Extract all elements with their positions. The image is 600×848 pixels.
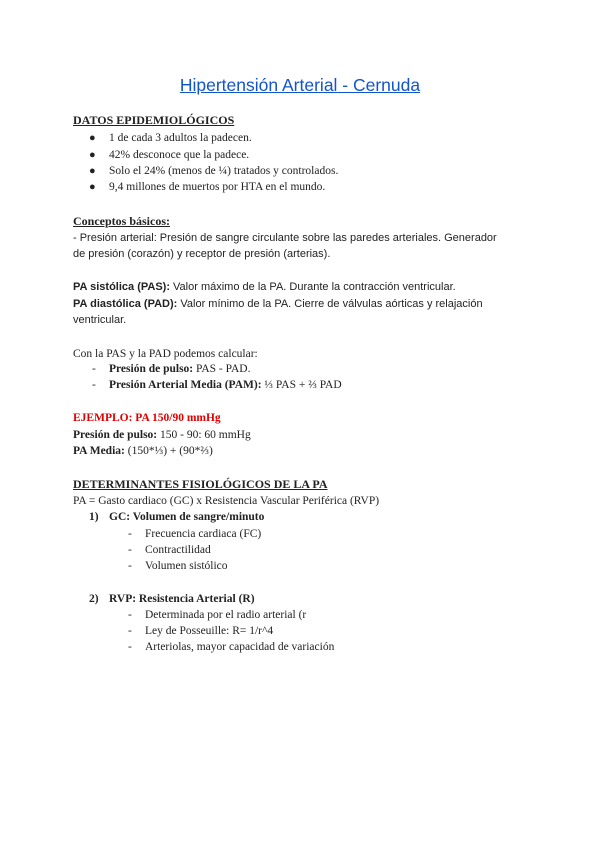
example-pulse-text: 150 - 90: 60 mmHg [157,429,251,441]
rvp-label: RVP: Resistencia Arterial (R) [109,593,255,605]
dash-marker: - [128,560,132,572]
pulse-pressure-label: Presión de pulso: [109,363,194,375]
diastolic-text: Valor mínimo de la PA. Cierre de válvulas aórticas y relajación [177,298,483,310]
concepts-heading: Conceptos básicos: [73,214,171,228]
mean-pressure-label: Presión Arterial Media (PAM): [109,379,262,391]
list-item: 1 de cada 3 adultos la padecen. [109,132,252,144]
list-item: Ley de Posseuille: R= 1/r^4 [145,625,274,637]
example-pulse [73,428,251,442]
bullet-icon: ● [89,165,96,177]
pulse-pressure-text: PAS - PAD. [193,363,251,375]
dash-marker: - [128,528,132,540]
example-mean-text: (150*⅓) + (90*⅔) [124,445,213,457]
systolic-definition [73,280,456,294]
systolic-text: Valor máximo de la PA. Durante la contracción ventricular. [169,281,456,293]
diastolic-definition-cont: ventricular. [73,314,127,326]
bullet-icon: ● [89,181,96,193]
list-item: 42% desconoce que la padece. [109,149,250,161]
list-item: Solo el 24% (menos de ¼) tratados y controlados. [109,165,339,177]
pa-formula: PA = Gasto cardiaco (GC) x Resistencia Vascular Periférica (RVP) [73,495,380,507]
diastolic-label: PA diastólica (PAD): [73,298,178,310]
dash-marker: - [128,544,132,556]
rvp-number: 2) [89,593,99,605]
calculation-intro: Con la PAS y la PAD podemos calcular: [73,348,258,360]
bullet-icon: ● [89,132,96,144]
systolic-label: PA sistólica (PAS): [73,281,170,293]
dash-marker: - [128,641,132,653]
pulse-pressure-item [109,362,250,376]
gc-label: GC: Volumen de sangre/minuto [109,511,265,523]
list-item: Arteriolas, mayor capacidad de variación [145,641,335,653]
mean-pressure-text: ⅓ PAS + ⅔ PAD [261,379,342,391]
example-mean-label: PA Media: [73,445,125,457]
example-pulse-label: Presión de pulso: [73,429,158,441]
arterial-pressure-definition-cont: de presión (corazón) y receptor de presión (arterias). [73,248,331,260]
list-item: Contractilidad [145,544,211,556]
list-item: 9,4 millones de muertos por HTA en el mundo. [109,181,326,193]
diastolic-definition [73,297,483,311]
mean-pressure-item [109,378,342,392]
example-heading: EJEMPLO: PA 150/90 mmHg [73,412,221,424]
document-title: Hipertensión Arterial - Cernuda [179,75,421,95]
list-item: Volumen sistólico [145,560,228,572]
dash-marker: - [92,379,96,391]
list-item: Frecuencia cardiaca (FC) [145,528,262,540]
gc-number: 1) [89,511,99,523]
dash-marker: - [92,363,96,375]
example-mean [73,444,213,458]
epidemiology-heading: DATOS EPIDEMIOLÓGICOS [73,113,235,127]
determinants-heading: DETERMINANTES FISIOLÓGICOS DE LA PA [73,477,328,491]
arterial-pressure-definition: - Presión arterial: Presión de sangre circulante sobre las paredes arteriales. Generador [73,232,497,244]
dash-marker: - [128,609,132,621]
bullet-icon: ● [89,149,96,161]
list-item: Determinada por el radio arterial (r [145,609,307,621]
dash-marker: - [128,625,132,637]
